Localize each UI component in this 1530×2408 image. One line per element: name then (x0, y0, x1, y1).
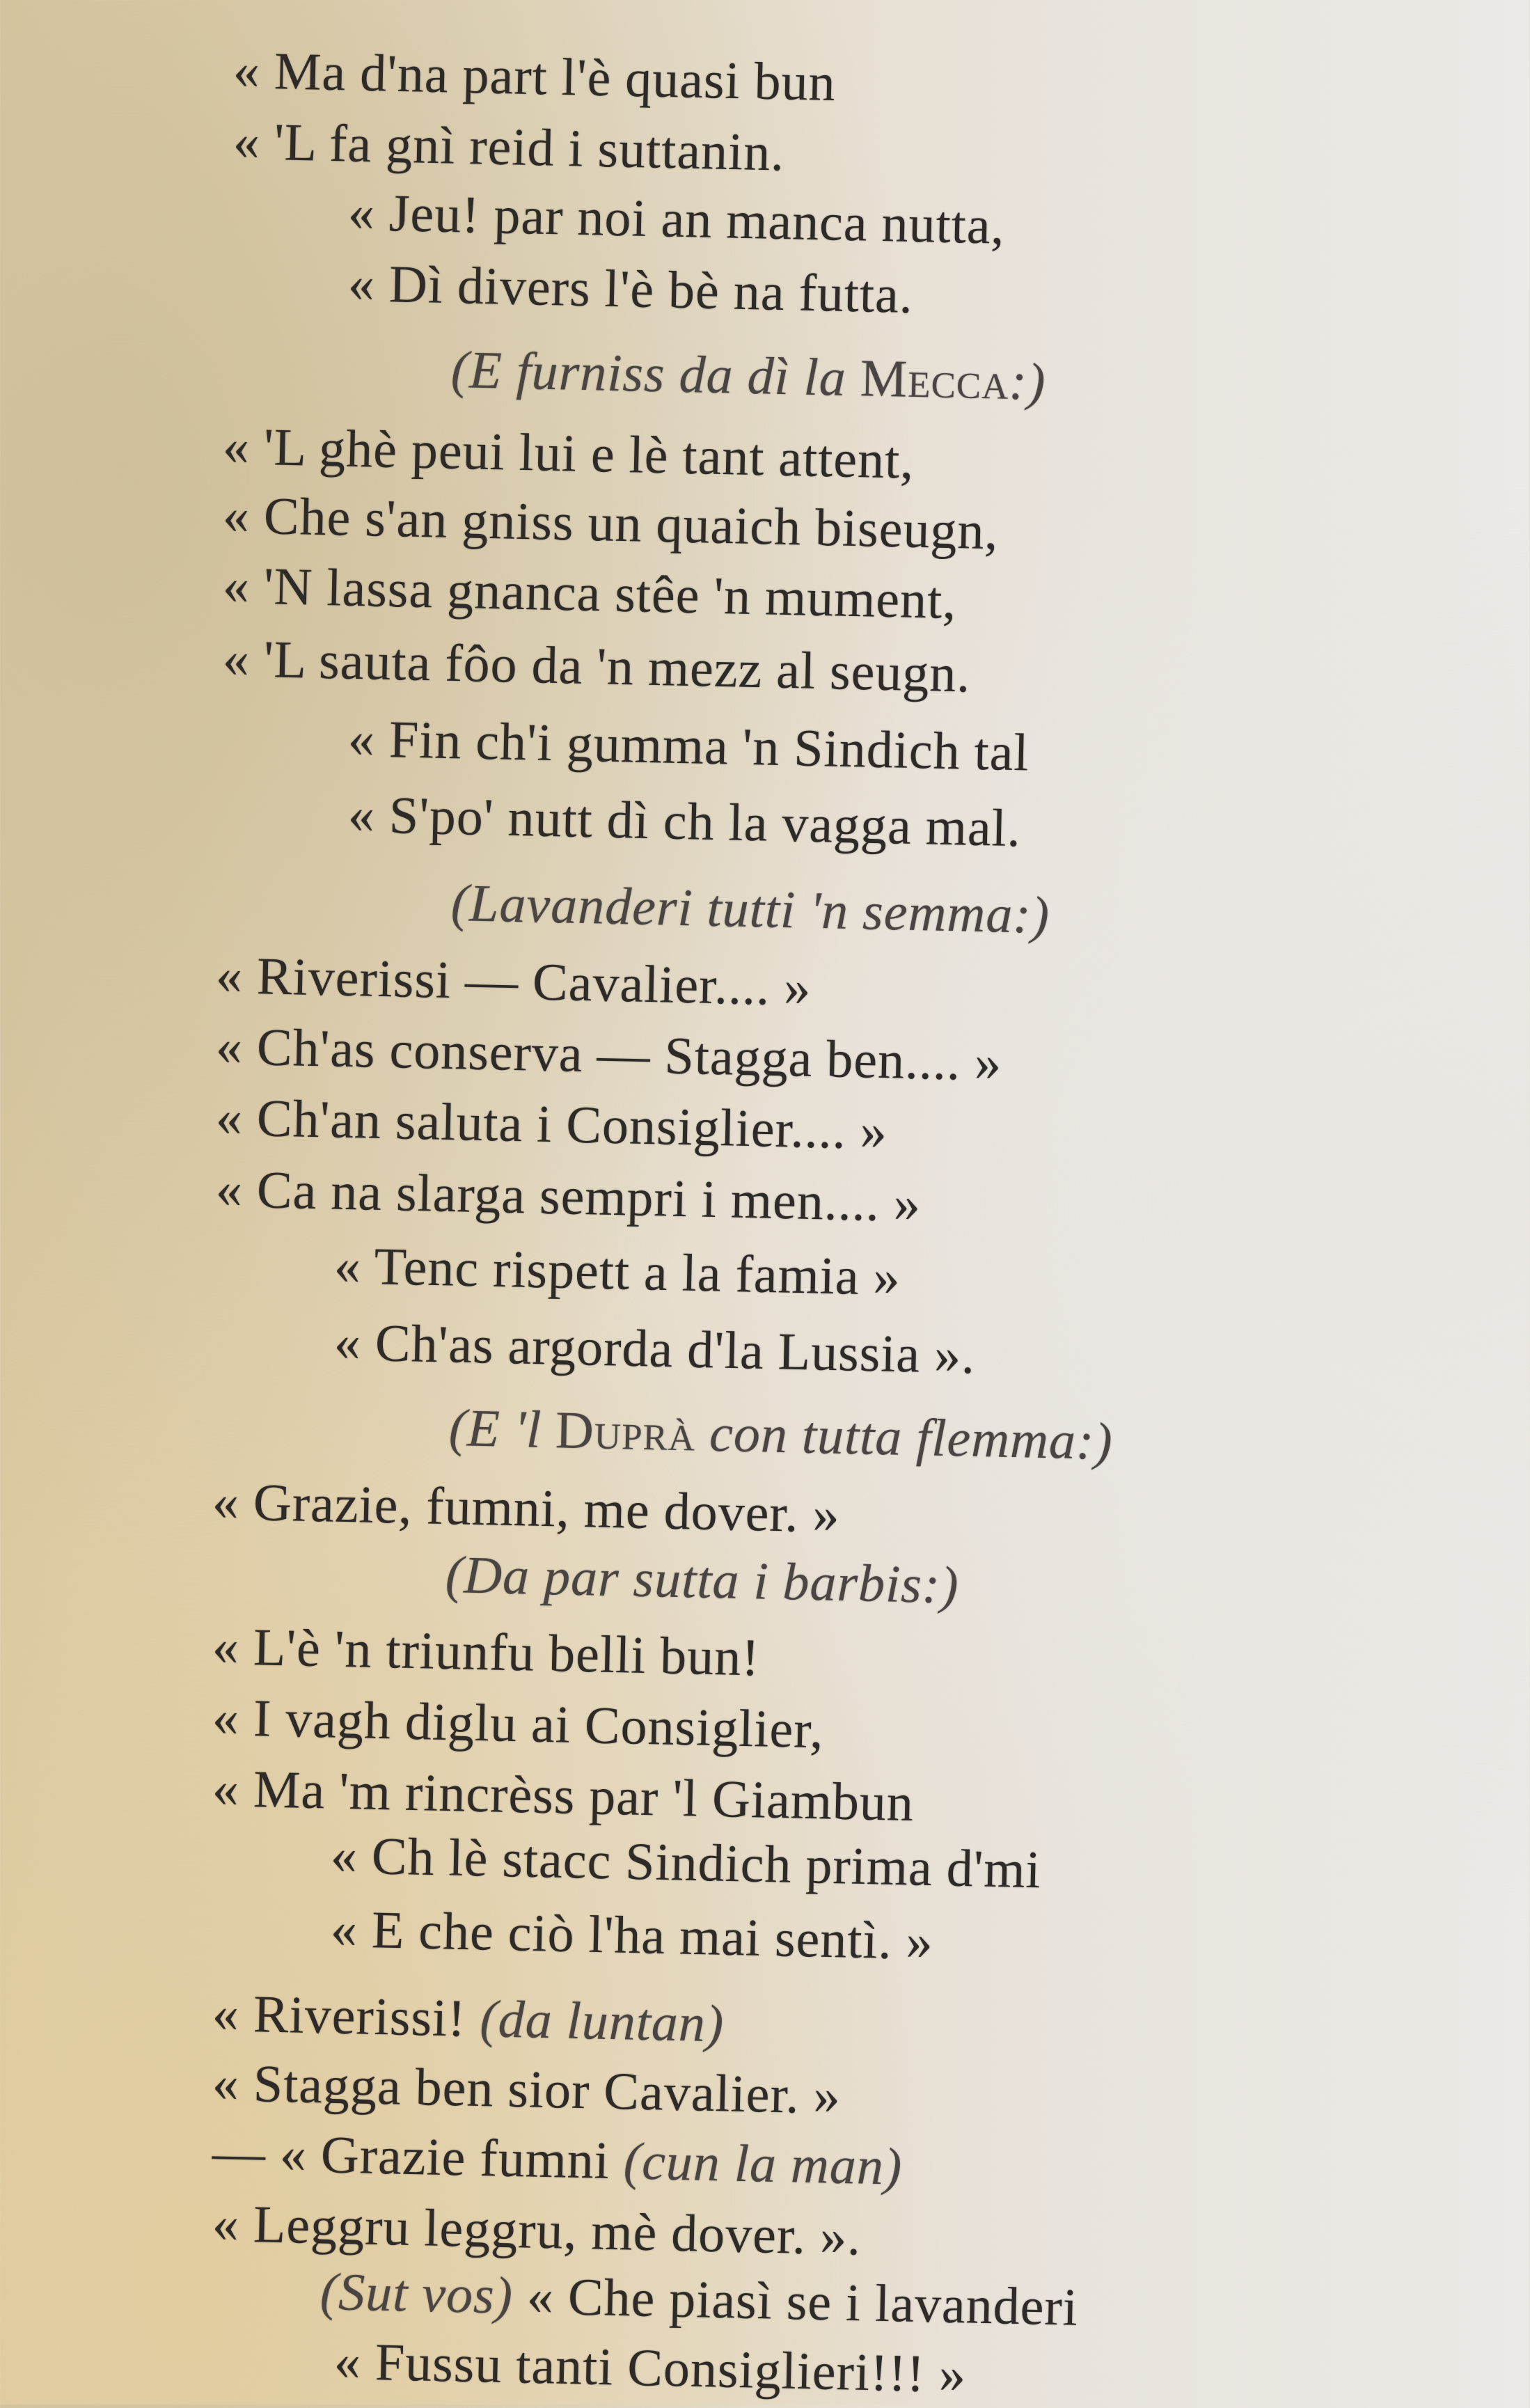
verse-line: « Grazie, fumni, me dover. » (212, 1472, 841, 1544)
verse-line (320, 2258, 1079, 2341)
verse-line: « Jeu! par noi an manca nutta, (347, 183, 1006, 255)
stage-aside: (da luntan) (479, 1990, 725, 2054)
character-name: Mecca (859, 349, 1010, 411)
stage-direction: (Lavanderi tutti 'n semma:) (450, 874, 1050, 945)
stage-direction (450, 336, 1046, 416)
verse-line: « S'po' nutt dì ch la vagga mal. (347, 785, 1022, 858)
verse-line (212, 1980, 725, 2057)
verse-line: « Che s'an gniss un quaich biseugn, (222, 486, 1000, 561)
verse-line: « I vagh diglu ai Consiglier, (212, 1688, 825, 1760)
verse-line: « 'N lassa gnanca stêe 'n mument, (222, 556, 958, 631)
stage-text: :) (1008, 352, 1047, 411)
character-name: Duprà (555, 1401, 697, 1463)
stage-aside: (cun la man) (623, 2132, 904, 2196)
verse-line (212, 2119, 903, 2201)
verse-text: « Riverissi! (212, 1984, 481, 2049)
verse-line: « Ch'as conserva — Stagga ben.... » (215, 1017, 1002, 1092)
verse-line: « 'L fa gnì reid i suttanin. (232, 112, 786, 182)
verse-line: « L'è 'n triunfu belli bun! (212, 1617, 761, 1687)
verse-line: « Leggru leggru, mè dover. ». (212, 2194, 862, 2267)
verse-line: « Ma d'na part l'è quasi bun (232, 41, 837, 113)
stage-aside: (Sut vos) (320, 2263, 514, 2325)
verse-line: « E che ciò l'ha mai sentì. » (330, 1900, 934, 1972)
verse-line: « Stagga ben sior Cavalier. » (212, 2054, 842, 2125)
stage-text: con tutta flemma:) (695, 1403, 1114, 1471)
verse-line: « Ch'an saluta i Consiglier.... » (215, 1088, 888, 1161)
stage-direction: (Da par sutta i barbis:) (445, 1545, 960, 1615)
verse-line: « 'L ghè peui lui e lè tant attent, (222, 417, 915, 490)
verse-line: « Ch lè stacc Sindich prima d'mi (330, 1826, 1042, 1900)
verse-line: « Dì divers l'è bè na futta. (347, 254, 914, 324)
verse-line: « Riverissi — Cavalier.... » (215, 946, 812, 1017)
verse-text: « Che piasì se i lavanderi (512, 2266, 1079, 2337)
stage-text: (E 'l (448, 1399, 556, 1460)
verse-line: « Ca na slarga sempri i men.... » (215, 1160, 922, 1234)
stage-text: (E furniss da dì la (450, 340, 861, 408)
stage-direction (448, 1394, 1114, 1475)
verse-line: « 'L sauta fôo da 'n mezz al seugn. (222, 629, 972, 704)
verse-line: « Tenc rispett a la famia » (333, 1236, 901, 1307)
verse-line: « Fussu tanti Consiglieri!!! » (333, 2332, 967, 2405)
verse-line: « Ch'as argorda d'la Lussia ». (333, 1313, 977, 1385)
verse-line: « Ma 'm rincrèss par 'l Giambun (212, 1759, 915, 1833)
verse-line: « Fin ch'i gumma 'n Sindich tal (347, 709, 1030, 782)
verse-text: — « Grazie fumni (212, 2123, 624, 2191)
